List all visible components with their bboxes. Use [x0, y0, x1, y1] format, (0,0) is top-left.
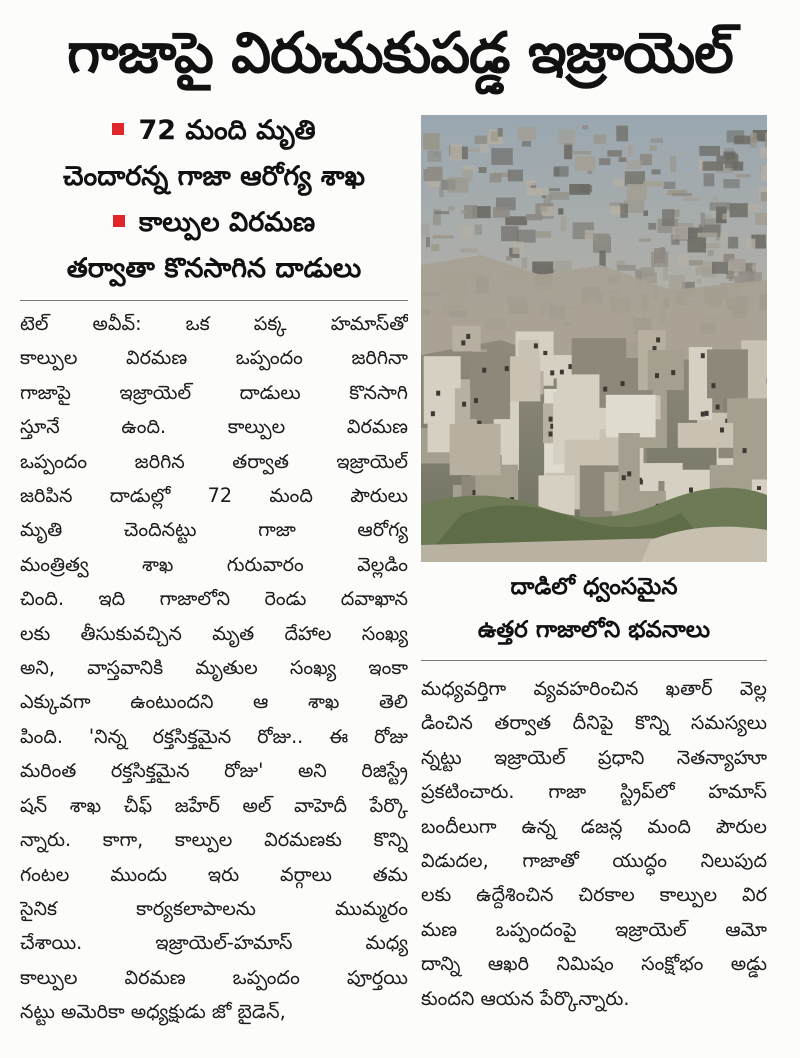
body-line: గాజాపై ఇజ్రాయెల్ దాడులు కొనసాగి	[20, 380, 408, 404]
body-line: చింది. ఇది గాజాలోని రెండు దవాఖాన	[20, 587, 408, 611]
body-line: జరిపిన దాడుల్లో 72 మంది పౌరులు	[20, 484, 408, 508]
body-line: న్నట్టు ఇజ్రాయెల్ ప్రధాని నెతన్యాహూ	[421, 745, 767, 769]
article-headline: గాజాపై విరుచుకుపడ్డ ఇజ్రాయెల్	[67, 21, 733, 86]
body-line: మృతి చెందినట్టు గాజా ఆరోగ్య	[20, 518, 408, 542]
red-square-bullet-icon	[113, 215, 125, 227]
body-line: లకు ఉద్దేశించిన చిరకాల కాల్పుల విర	[421, 883, 767, 907]
body-line: షన్ శాఖ చీఫ్ జహేర్ అల్ వాహెదీ పేర్కొ	[20, 793, 408, 817]
left-column	[20, 108, 408, 1030]
body-line: ప్రకటించారు. గాజా స్ట్రిప్‌లో హమాస్	[421, 780, 767, 804]
red-square-bullet-icon	[112, 123, 124, 135]
left-body-text	[20, 307, 408, 1030]
destroyed-buildings-photo	[421, 115, 767, 562]
body-line: కుందని ఆయన పేర్కొన్నారు.	[421, 986, 630, 1010]
body-line: ఎక్కువగా ఉంటుందని ఆ శాఖ తెలి	[20, 690, 408, 714]
subhead-1-line-1	[20, 108, 408, 154]
body-line: పింది. 'నిన్న రక్తసిక్తమైన రోజు.. ఈ రోజు	[20, 724, 408, 748]
body-line: కాల్పుల విరమణ ఒప్పందం జరిగినా	[20, 346, 408, 370]
body-line: సైనిక కార్యకలాపాలను ముమ్మరం	[20, 896, 408, 920]
body-line: స్తూనే ఉంది. కాల్పుల విరమణ	[20, 415, 408, 439]
body-line: న్నారు. కాగా, కాల్పుల విరమణకు కొన్ని	[20, 828, 408, 852]
photo-caption	[421, 566, 767, 652]
rubble-city-image	[421, 115, 767, 562]
body-line: మధ్యవర్తిగా వ్యవహరించిన ఖతార్ వెల్ల	[421, 677, 767, 700]
subhead-divider	[20, 300, 408, 301]
body-line: విడుదల, గాజాతో యుద్ధం నిలుపుద	[421, 849, 767, 873]
photo-caption-line-1: దాడిలో ధ్వంసమైన	[510, 574, 678, 600]
body-line: టెల్ అవీవ్: ఒక పక్క హమాస్‌తో	[20, 312, 408, 335]
photo-caption-line-2: ఉత్తర గాజాలోని భవనాలు	[477, 617, 711, 643]
body-line: డించిన తర్వాత దీనిపై కొన్ని సమస్యలు	[421, 711, 767, 735]
caption-divider	[421, 660, 767, 661]
body-line: అని, వాస్తవానికి మృతుల సంఖ్య ఇంకా	[20, 656, 408, 680]
subhead-1-text: 72 మంది మృతి	[138, 115, 316, 146]
subhead-2-line-2: తర్వాతా కొనసాగిన దాడులు	[66, 253, 362, 284]
subhead-2-line-1	[20, 200, 408, 246]
body-line: నట్టు అమెరికా అధ్యక్షుడు జో బైడెన్,	[20, 1000, 286, 1024]
subhead-2-text: కాల్పుల విరమణ	[138, 207, 316, 238]
right-body-text	[421, 672, 767, 1016]
body-line: దాన్ని ఆఖరి నిమిషం సంక్షోభం అడ్డు	[421, 952, 767, 976]
subhead-1-line-2: చెందారన్న గాజా ఆరోగ్య శాఖ	[63, 161, 365, 192]
body-line: ఒప్పందం జరిగిన తర్వాత ఇజ్రాయెల్	[20, 449, 408, 473]
body-line: మణ ఒప్పందంపై ఇజ్రాయెల్ ఆమో	[421, 917, 767, 941]
body-line: చేశాయి. ఇజ్రాయెల్-హమాస్ మధ్య	[20, 931, 408, 955]
body-line: లకు తీసుకువచ్చిన మృత దేహాల సంఖ్య	[20, 621, 408, 645]
body-line: మరింత రక్తసిక్తమైన రోజు' అని రిజిస్ట్రే	[20, 759, 408, 783]
body-line: మంత్రిత్వ శాఖ గురువారం వెల్లడిం	[20, 552, 408, 576]
body-line: గంటల ముందు ఇరు వర్గాలు తమ	[20, 862, 408, 886]
right-column	[421, 672, 767, 1016]
body-line: బందీలుగా ఉన్న డజన్ల మంది పౌరుల	[421, 814, 767, 838]
body-line: కాల్పుల విరమణ ఒప్పందం పూర్తయి	[20, 965, 408, 989]
